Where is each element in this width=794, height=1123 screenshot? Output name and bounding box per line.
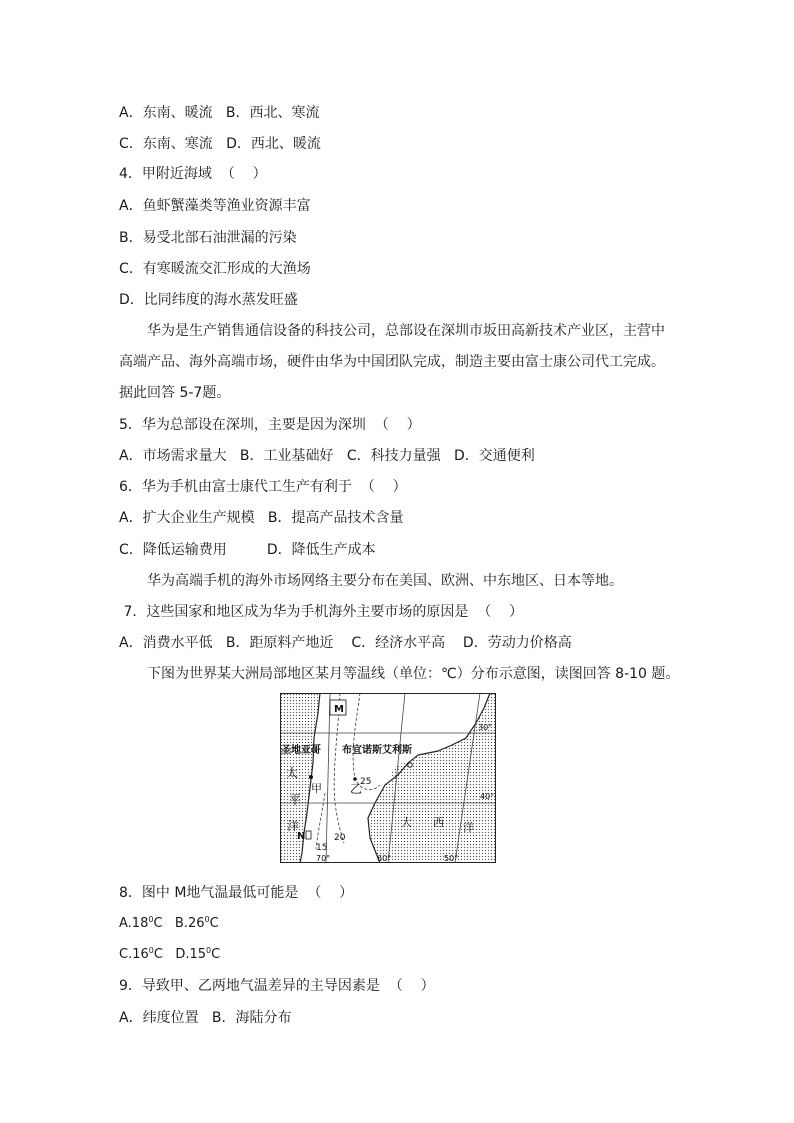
jia-marker: [309, 775, 313, 779]
q7-stem: 7．这些国家和地区成为华为手机海外主要市场的原因是 （ ）: [119, 604, 524, 620]
map-label-n: N: [297, 831, 306, 842]
q8-option-c-degree: 0: [148, 946, 154, 955]
q8-option-d-unit: C: [211, 947, 221, 962]
passage-huawei-line-1: 华为是生产销售通信设备的科技公司，总部设在深圳市坂田高新技术产业区，主营中: [147, 323, 665, 339]
map-label-yang-atlantic: 洋: [463, 821, 474, 834]
q5-options: A．市场需求量大 B．工业基础好 C．科技力量强 D．交通便利: [119, 448, 535, 464]
lon-label-60: 60°: [377, 854, 392, 863]
n-marker-box: [306, 831, 311, 839]
lat-label-40: 40°: [480, 792, 495, 801]
isotherm-map: [280, 693, 496, 863]
map-label-ping: 平: [289, 793, 302, 807]
passage-map-intro: 下图为世界某大洲局部地区某月等温线（单位：℃）分布示意图，读图回答 8-10 题。: [147, 666, 680, 682]
lon-label-70: 70°: [316, 854, 331, 863]
map-label-santiago: 圣地亚哥: [281, 745, 321, 756]
q8-option-c-unit: C: [153, 947, 163, 962]
isotherm-label-15: 15: [316, 843, 328, 853]
map-label-m: M: [334, 704, 344, 715]
q8-option-a: A.18: [119, 916, 149, 931]
map-label-da: 大: [401, 816, 412, 829]
q8-option-d-degree: 0: [206, 946, 212, 955]
passage-market: 华为高端手机的海外市场网络主要分布在美国、欧洲、中东地区、日本等地。: [147, 573, 623, 589]
passage-huawei-line-2: 高端产品、海外高端市场，硬件由华为中国团队完成，制造主要由富士康公司代工完成。: [119, 354, 665, 370]
map-label-xi: 西: [433, 816, 444, 829]
q4-option-d: D．比同纬度的海水蒸发旺盛: [119, 292, 298, 308]
q8-option-b-degree: 0: [204, 915, 210, 924]
q8-options-line-1: [119, 914, 219, 934]
q4-option-a: A．鱼虾蟹藻类等渔业资源丰富: [119, 198, 311, 214]
q8-option-d: D.15: [175, 947, 207, 962]
map-label-jia: 甲: [311, 782, 322, 795]
q3-option-line-2: C．东南、寒流 D．西北、暖流: [119, 136, 321, 152]
q8-option-b-unit: C: [209, 916, 219, 931]
map-label-tai: 太: [286, 766, 299, 780]
map-label-yi: 乙: [350, 782, 363, 796]
q4-option-b: B．易受北部石油泄漏的污染: [119, 230, 297, 246]
q8-spacer: [163, 916, 175, 931]
lat-label-30: 30°: [478, 723, 493, 732]
q8-option-a-degree: 0: [148, 915, 154, 924]
passage-huawei-line-3: 据此回答 5-7题。: [119, 385, 231, 401]
isotherm-label-25: 25: [360, 777, 372, 787]
q6-options-line-2: C．降低运输费用 D．降低生产成本: [119, 542, 376, 558]
lon-label-50: 50°: [444, 854, 459, 863]
q8-stem: 8．图中 M地气温最低可能是 （ ）: [119, 885, 354, 901]
map-label-yang-pacific: 洋: [287, 819, 300, 833]
q8-option-b: B.26: [174, 916, 205, 931]
map-label-buenos-aires: 布宜诺斯艾利斯: [342, 745, 412, 756]
q9-stem: 9．导致甲、乙两地气温差异的主导因素是 （ ）: [119, 978, 435, 994]
isotherm-label-20: 20: [334, 833, 346, 843]
q8-options-line-2: [119, 945, 220, 965]
q3-option-line-1: A．东南、暖流 B．西北、寒流: [119, 105, 320, 121]
q6-stem: 6．华为手机由富士康代工生产有利于 （ ）: [119, 479, 407, 495]
q8-spacer: [163, 947, 175, 962]
q6-options-line-1: A．扩大企业生产规模 B．提高产品技术含量: [119, 510, 404, 526]
q4-option-c: C．有寒暖流交汇形成的大渔场: [119, 261, 311, 277]
yi-marker: [353, 777, 357, 781]
q5-stem: 5．华为总部设在深圳，主要是因为深圳 （ ）: [119, 417, 421, 433]
q7-options: A．消费水平低 B．距原料产地近 C．经济水平高 D．劳动力价格高: [119, 635, 572, 651]
buenos-aires-marker: [408, 763, 412, 767]
q8-option-c: C.16: [119, 947, 149, 962]
q8-option-a-unit: C: [153, 916, 163, 931]
q9-options: A．纬度位置 B．海陆分布: [119, 1010, 292, 1026]
q4-stem: 4．甲附近海域 （ ）: [119, 166, 267, 182]
